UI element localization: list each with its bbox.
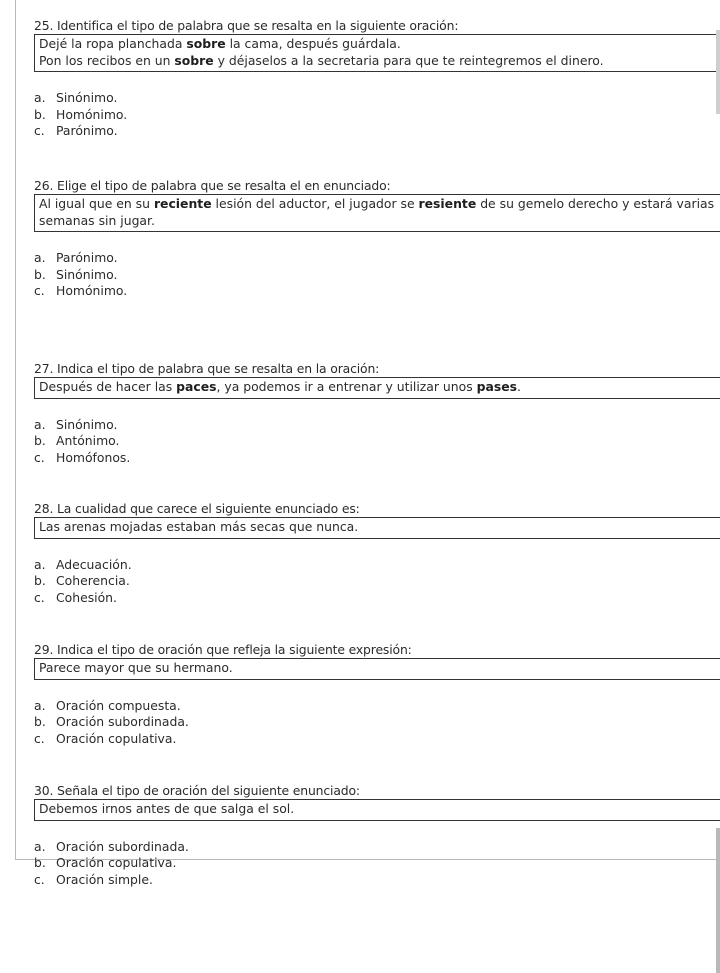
question-28 [34, 500, 720, 606]
option-text: Oración subordinada. [56, 838, 189, 854]
question-25 [34, 17, 720, 140]
sentence-text: . [517, 379, 521, 394]
sentence-text: lesión del aductor, el jugador se [211, 196, 419, 211]
answer-option[interactable] [34, 698, 720, 715]
option-letter: b. [34, 433, 46, 448]
answer-options [34, 90, 720, 140]
answer-options [34, 839, 720, 889]
question-title: 25. Identifica el tipo de palabra que se resalta en la siguiente oración: [34, 18, 459, 33]
option-text: Oración subordinada. [56, 714, 189, 729]
option-text: Coherencia. [56, 573, 130, 588]
answer-option[interactable] [34, 107, 720, 124]
sentence-text: Al igual que en su [39, 196, 154, 211]
answer-option[interactable] [34, 573, 720, 590]
sentence-text: Las arenas mojadas estaban más secas que nunca. [39, 519, 359, 534]
question-30 [34, 782, 720, 888]
example-sentence-box [34, 517, 720, 539]
option-text: Parónimo. [56, 250, 118, 265]
highlighted-word: sobre [174, 52, 214, 68]
example-line [39, 660, 720, 677]
option-text: Homófonos. [56, 449, 131, 465]
option-text: Oración simple. [56, 871, 153, 887]
option-letter: c. [34, 730, 45, 746]
sentence-text: Después de hacer las [39, 379, 177, 394]
sentence-text: Parece mayor que su hermano. [39, 660, 233, 675]
example-line [39, 53, 720, 70]
option-letter: b. [34, 573, 46, 588]
option-text: Sinónimo. [56, 266, 118, 282]
scrollbar-thumb[interactable] [716, 828, 720, 973]
option-text: Sinónimo. [56, 90, 118, 105]
question-title: 28. La cualidad que carece el siguiente enunciado es: [34, 501, 360, 516]
answer-option[interactable] [34, 872, 720, 889]
question-title: 29. Indica el tipo de oración que refleja la siguiente expresión: [34, 642, 412, 657]
sentence-text: y déjaselos a la secretaria para que te reintegremos el dinero. [213, 52, 604, 68]
example-line [39, 379, 720, 396]
option-text: Homónimo. [56, 106, 128, 122]
answer-options [34, 250, 720, 300]
answer-option[interactable] [34, 590, 720, 607]
example-sentence-box [34, 194, 720, 232]
option-text: Sinónimo. [56, 416, 118, 432]
option-letter: a. [34, 556, 46, 572]
option-letter: c. [34, 123, 45, 138]
example-line [39, 196, 720, 229]
highlighted-word: resiente [418, 196, 477, 211]
sentence-text: la cama, después guárdala. [225, 36, 401, 51]
answer-options [34, 557, 720, 607]
question-29 [34, 641, 720, 747]
scrollbar[interactable] [716, 0, 720, 973]
example-line [39, 36, 720, 53]
answer-option[interactable] [34, 433, 720, 450]
option-letter: a. [34, 697, 46, 713]
question-title: 26. Elige el tipo de palabra que se resalta el en enunciado: [34, 178, 391, 193]
sentence-text: , ya podemos ir a entrenar y utilizar unos [216, 379, 477, 394]
question-27 [34, 360, 720, 466]
answer-option[interactable] [34, 557, 720, 574]
option-letter: b. [34, 855, 46, 870]
question-26 [34, 177, 720, 300]
answer-option[interactable] [34, 450, 720, 467]
answer-option[interactable] [34, 417, 720, 434]
example-sentence-box [34, 34, 720, 72]
option-text: Homónimo. [56, 283, 128, 298]
option-letter: c. [34, 871, 45, 887]
example-sentence-box [34, 377, 720, 399]
answer-options [34, 698, 720, 748]
option-text: Antónimo. [56, 433, 120, 448]
example-line [39, 801, 720, 818]
option-text: Oración copulativa. [56, 855, 177, 870]
answer-option[interactable] [34, 731, 720, 748]
option-letter: c. [34, 589, 45, 605]
sentence-text: Debemos irnos antes de que salga el sol. [39, 801, 295, 816]
option-letter: b. [34, 106, 46, 122]
highlighted-word: paces [176, 379, 217, 394]
option-text: Oración compuesta. [56, 697, 181, 713]
answer-option[interactable] [34, 123, 720, 140]
document-page [15, 0, 720, 887]
scrollbar-segment[interactable] [716, 30, 720, 114]
sentence-text: de su gemelo derecho y estará varias semanas sin jugar. [39, 196, 715, 228]
highlighted-word: pases [476, 379, 517, 394]
example-line [39, 519, 720, 536]
sentence-text: Dejé la ropa planchada [39, 36, 187, 51]
highlighted-word: sobre [186, 36, 226, 51]
question-title: 27. Indica el tipo de palabra que se resalta en la oración: [34, 361, 380, 376]
answer-option[interactable] [34, 90, 720, 107]
option-letter: b. [34, 266, 46, 282]
answer-option[interactable] [34, 714, 720, 731]
option-text: Oración copulativa. [56, 730, 177, 746]
question-title: 30. Señala el tipo de oración del siguiente enunciado: [34, 783, 360, 798]
sentence-text: Pon los recibos en un [39, 52, 175, 68]
option-text: Parónimo. [56, 123, 118, 138]
option-letter: a. [34, 416, 46, 432]
answer-option[interactable] [34, 283, 720, 300]
option-text: Cohesión. [56, 589, 117, 605]
option-letter: c. [34, 283, 45, 298]
option-letter: a. [34, 838, 46, 854]
option-letter: a. [34, 90, 46, 105]
option-letter: b. [34, 714, 46, 729]
answer-option[interactable] [34, 250, 720, 267]
answer-option[interactable] [34, 839, 720, 856]
option-letter: c. [34, 449, 45, 465]
option-letter: a. [34, 250, 46, 265]
highlighted-word: reciente [153, 196, 212, 211]
option-text: Adecuación. [56, 556, 132, 572]
answer-option[interactable] [34, 855, 720, 872]
answer-options [34, 417, 720, 467]
example-sentence-box [34, 799, 720, 821]
example-sentence-box [34, 658, 720, 680]
answer-option[interactable] [34, 267, 720, 284]
